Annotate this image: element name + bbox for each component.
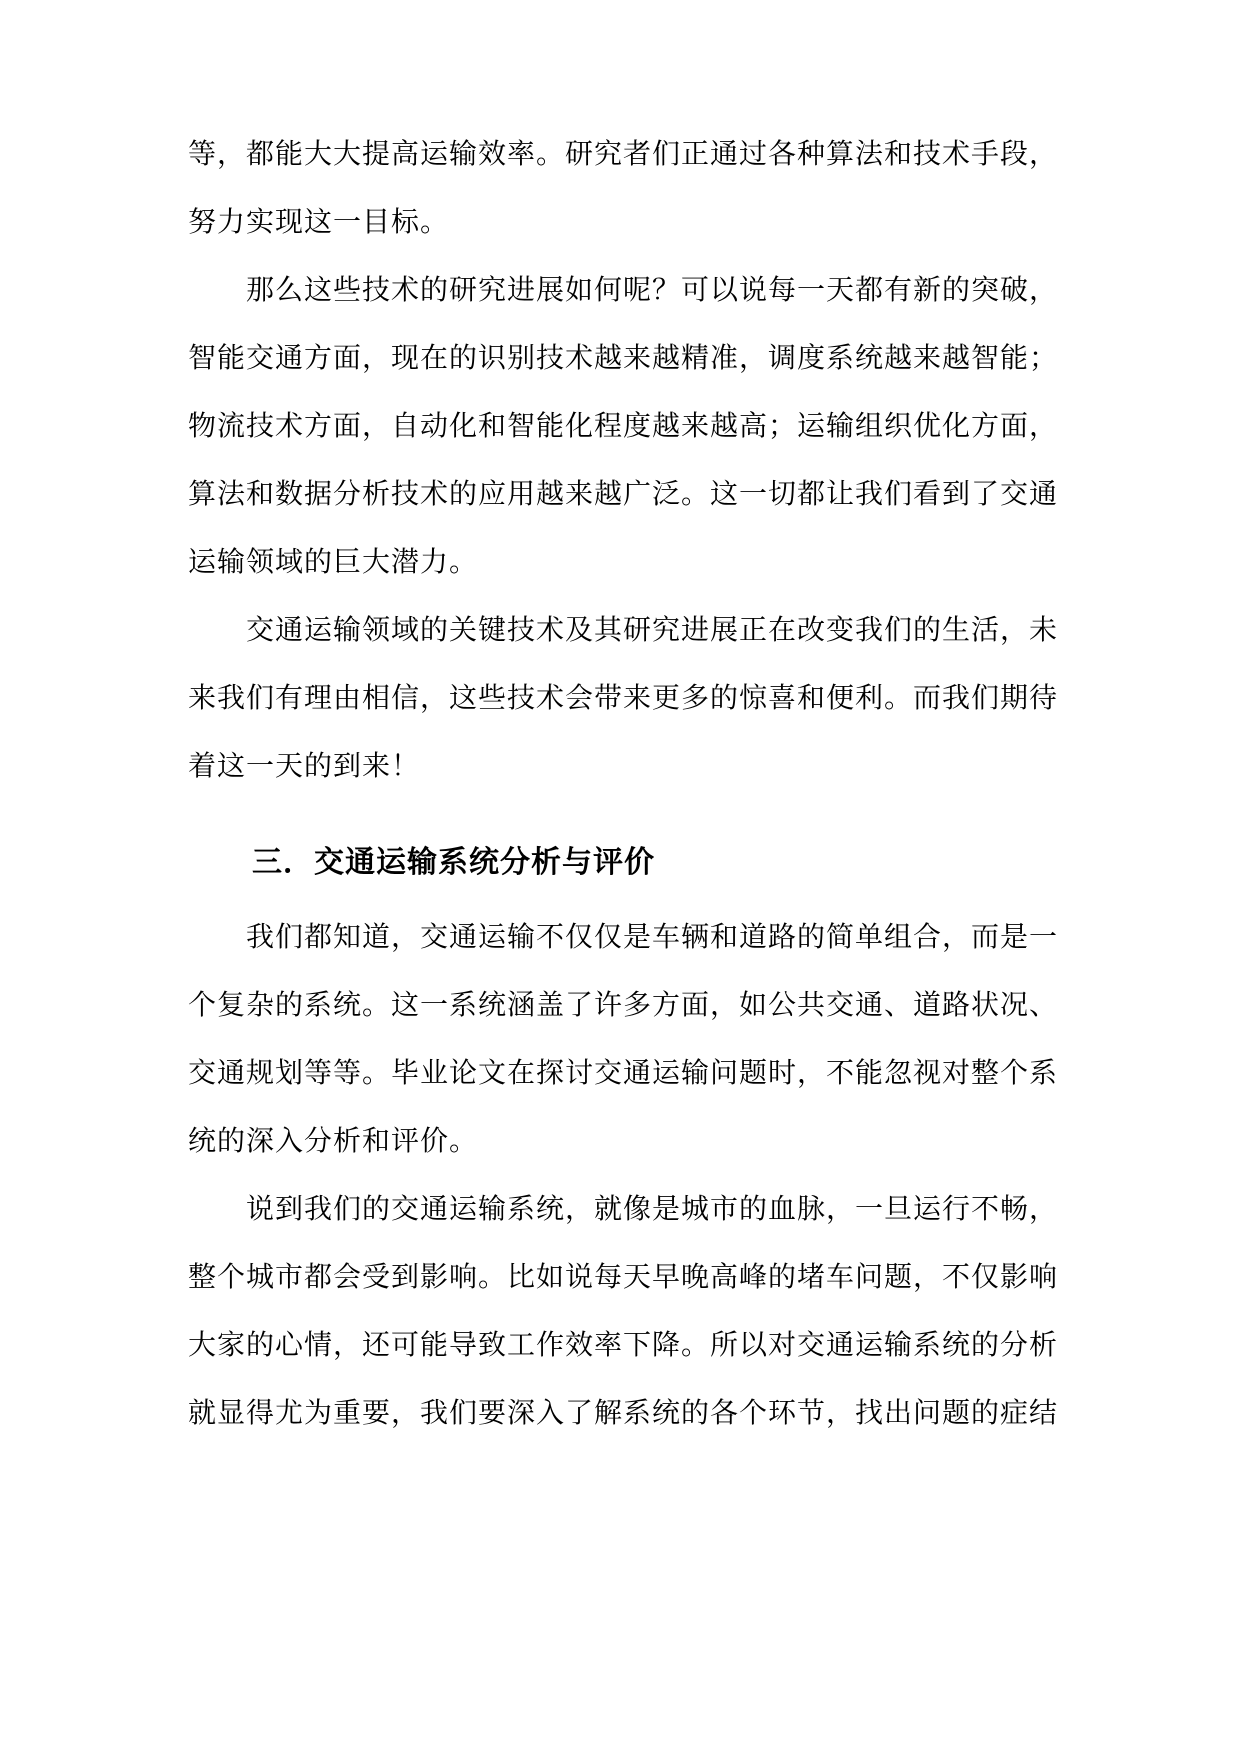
- paragraph-line: 智能交通方面，现在的识别技术越来越精准，调度系统越来越智能；: [188, 341, 1059, 374]
- paragraph-line: 整个城市都会受到影响。比如说每天早晚高峰的堵车问题，不仅影响: [188, 1260, 1059, 1293]
- section-heading: 三．交通运输系统分析与评价: [252, 845, 655, 880]
- paragraph-line: 物流技术方面，自动化和智能化程度越来越高；运输组织优化方面，: [188, 409, 1059, 442]
- paragraph-line: 算法和数据分析技术的应用越来越广泛。这一切都让我们看到了交通: [188, 477, 1059, 510]
- paragraph-line: 等，都能大大提高运输效率。研究者们正通过各种算法和技术手段，: [188, 137, 1059, 170]
- paragraph-line: 大家的心情，还可能导致工作效率下降。所以对交通运输系统的分析: [188, 1328, 1059, 1361]
- paragraph-line: 交通规划等等。毕业论文在探讨交通运输问题时，不能忽视对整个系: [188, 1056, 1059, 1089]
- paragraph-line: 统的深入分析和评价。: [188, 1124, 479, 1157]
- paragraph-line: 说到我们的交通运输系统，就像是城市的血脉，一旦运行不畅，: [246, 1192, 1059, 1225]
- paragraph-line: 来我们有理由相信，这些技术会带来更多的惊喜和便利。而我们期待: [188, 681, 1059, 714]
- paragraph-line: 着这一天的到来！: [188, 749, 421, 782]
- paragraph-line: 努力实现这一目标。: [188, 205, 450, 238]
- paragraph-line: 运输领域的巨大潜力。: [188, 545, 479, 578]
- paragraph-line: 就显得尤为重要，我们要深入了解系统的各个环节，找出问题的症结: [188, 1396, 1059, 1429]
- paragraph-line: 我们都知道，交通运输不仅仅是车辆和道路的简单组合，而是一: [246, 920, 1059, 953]
- paragraph-line: 那么这些技术的研究进展如何呢？可以说每一天都有新的突破，: [246, 273, 1059, 306]
- paragraph-line: 个复杂的系统。这一系统涵盖了许多方面，如公共交通、道路状况、: [188, 988, 1059, 1021]
- paragraph-line: 交通运输领域的关键技术及其研究进展正在改变我们的生活，未: [246, 613, 1059, 646]
